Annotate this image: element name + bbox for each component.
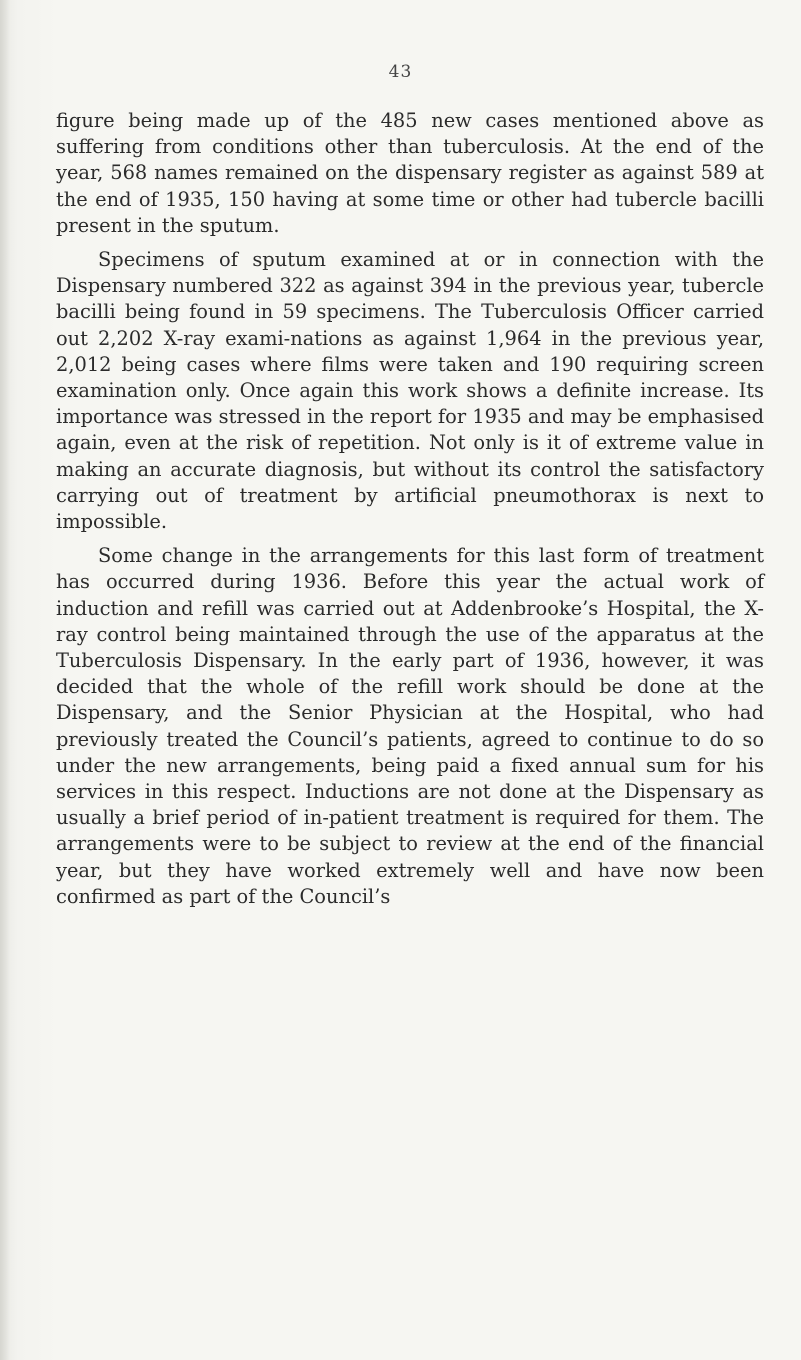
page-number: 43: [388, 62, 413, 82]
paragraph-3: Some change in the arrangements for this last form of treatment has occurred during 1936. Before this year the actual work of induction and refill was carried out at Addenbrooke’s Hospital, the X-ray control being maintained through the use of the apparatus at the Tuberculosis Dispensary. In the early part of 1936, however, it was decided that the whole of the refill work should be done at the Dispensary, and the Senior Physician at the Hospital, who had previously treated the Council’s patients, agreed to continue to do so under the new arrangements, being paid a fixed annual sum for his services in this respect. Inductions are not done at the Dispensary as usually a brief period of in-patient treatment is required for them. The arrangements were to be subject to review at the end of the financial year, but they have worked extremely well and have now been confirmed as part of the Council’s: [56, 544, 764, 908]
paragraph-2: Specimens of sputum examined at or in connection with the Dispensary numbered 322 as against 394 in the previous year, tubercle bacilli being found in 59 specimens. The Tuberculosis Officer carried out 2,202 X-ray exami-nations as against 1,964 in the previous year, 2,012 being cases where films were taken and 190 requiring screen examination only. Once again this work shows a definite increase. Its importance was stressed in the report for 1935 and may be emphasised again, even at the risk of repetition. Not only is it of extreme value in making an accurate diagnosis, but without its control the satisfactory carrying out of treatment by artificial pneumothorax is next to impossible.: [56, 248, 764, 534]
page-binding-shadow: [0, 0, 10, 1360]
paragraph-1: figure being made up of the 485 new cases mentioned above as suffering from conditions other than tuberculosis. At the end of the year, 568 names remained on the dispensary register as against 589 at the end of 1935, 150 having at some time or other had tubercle bacilli present in the sputum.: [56, 109, 764, 237]
body-text: [56, 108, 764, 918]
